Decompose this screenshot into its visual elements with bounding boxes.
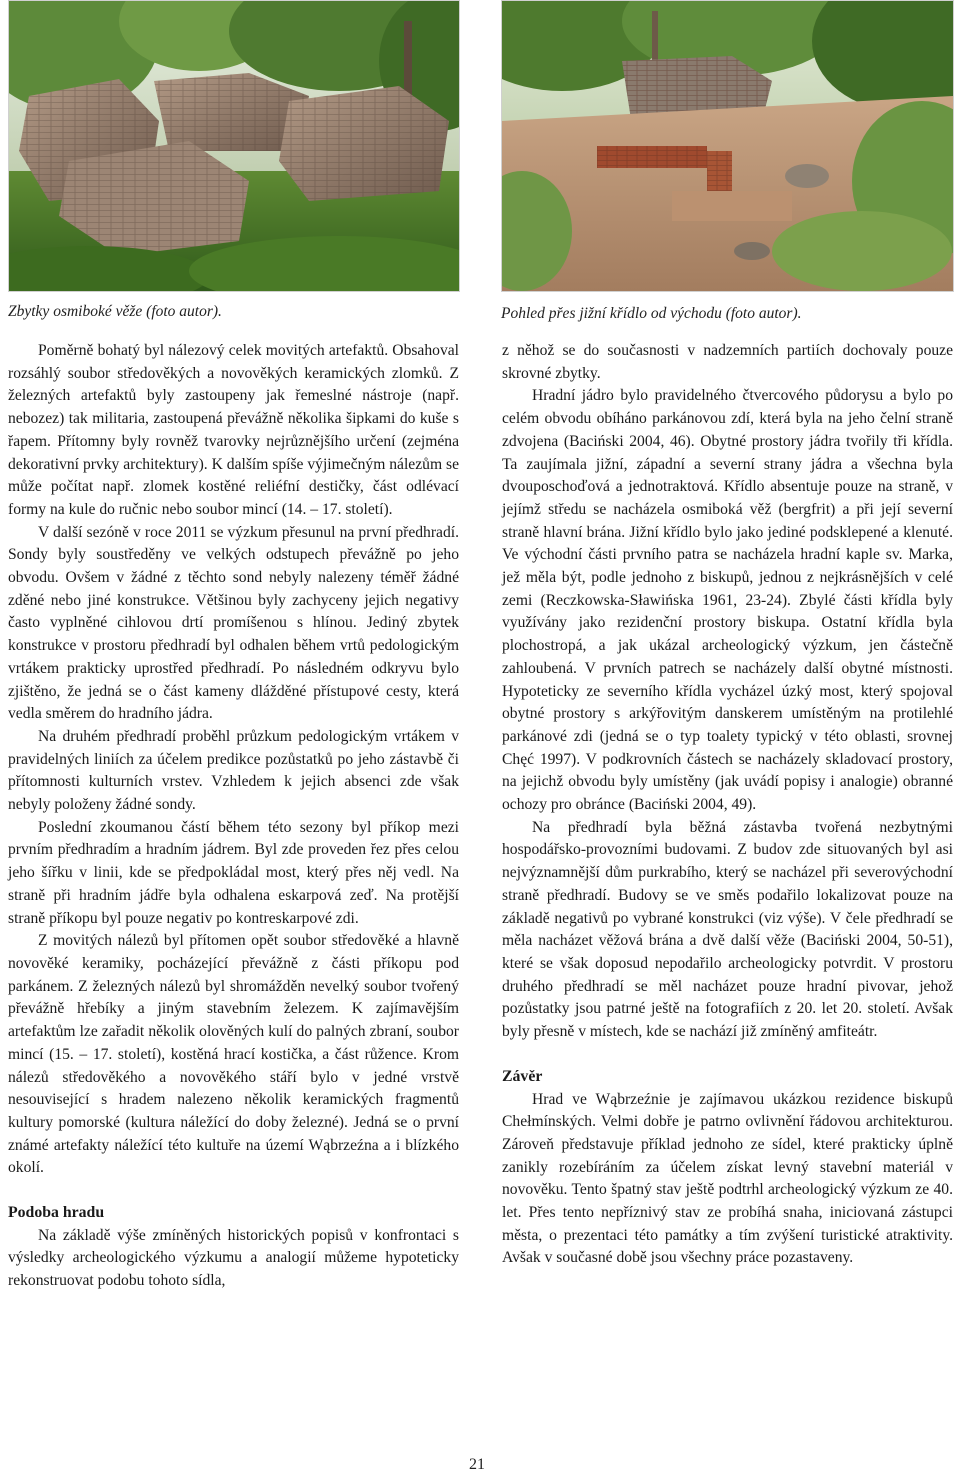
paragraph: Hrad ve Wąbrzeźnie je zajímavou ukázkou rezidence biskupů Chełmínských. Velmi dobře je patrno ovlivnění řádovou architekturou. Zároveň představuje příklad jednoho ze sídel, které prakticky úplně zanikly rozebíráním za účelem získat levný stavební materiál v novověku. Tento špatný stav ještě podtrhl archeologický výzkum ze 40. let. Přes tento nepříznivý stav ze probíhá snaha, iniciovaná zástupci města, o prezentaci této památky a tím zvýšení turistické atraktivity. Avšak v současné době jsou všechny práce pozastaveny. (502, 1090, 953, 1267)
paragraph: Na druhém předhradí proběhl průzkum pedologickým vrtákem v pravidelných liniích za účelem predikce pozůstatků po jeho zástavbě či přítomnosti kulturních vrstev. Vzhledem k jejich absenci zde však nebyly položeny žádné sondy. (8, 727, 459, 814)
section-heading-zaver: Závěr (502, 1067, 543, 1085)
paragraph: Z movitých nálezů byl přítomen opět soubor středověké a hlavně novověké keramiky, pocházející převážně z části příkopu pod parkánem. Z železných nálezů byl shromážděn nevelký soubor tvořený převážně hřebíky a jiným stavebním železem. K zajímavějším artefaktům lze zařadit několik olověných kulí do palných zbraní, soubor mincí (15. – 17. století), kostěná hrací kostička, a část růžence. Krom nálezů středověkého a novověkého stáří bylo v jedné vrstvě nesouvisející s hradem nalezeno několik keramických fragmentů kultury pomorské (kultura náležící do doby železné). Jedná se o první známé artefakty náležící této kultuře na území Wąbrzeźna a i blízkého okolí. (8, 932, 459, 1177)
photo-tower-ruins (8, 0, 460, 292)
paragraph: V další sezóně v roce 2011 se výzkum přesunul na první předhradí. Sondy byly soustředěny ve velkých odstupech převážně po jeho obvodu. Ovšem v žádné z těchto sond nebyly nalezeny téměř žádné zděné nebo jiné konstrukce. Většinou byly zachyceny jejich negativy často vyplněné cihlovou drtí promíšenou s hlínou. Jediný zbytek konstrukce v prostoru předhradí byl odhalen během vrtů pedologickým vrtákem prakticky uprostřed předhradí. Po následném odkryvu bylo zjištěno, že jedná se o část kameny dlážděné přístupové cesty, která vedla směrem do hradního jádra. (8, 523, 459, 723)
section-heading-podoba-hradu: Podoba hradu (8, 1204, 105, 1222)
paragraph: Poměrně bohatý byl nálezový celek movitých artefaktů. Obsahoval rozsáhlý soubor středověkých a novověkých keramických zlomků. Z železných artefaktů byly zastoupeny jak řemeslné nástroje (např. nebozez) tak militaria, zastoupená převážně několika šipkami do kuše s řapem. Přítomny byly rovněž tvarovky nejrůznějšího určení (zejména dekorativní prvky architektury). K dalším spíše výjimečným nálezům se může počítat např. zlomek kostěné reliéfní destičky, část odlévací formy na kule do ručnic nebo soubor mincí (14. – 17. století). (8, 342, 459, 518)
paragraph: Hradní jádro bylo pravidelného čtvercového půdorysu a bylo po celém obvodu obíháno parkánovou zdí, která byla na jeho čelní straně zdvojena (Baciński 2004, 46). Obytné prostory jádra tvořily tři křídla. Ta zaujímala jižní, západní a severní strany jádra a všechna byla dvouposchoďová a jednotraktová. Křídlo absentuje pouze na straně, v jejímž středu se nacházela osmiboká věž (bergfrit) a při její severní straně hlavní brána. Jižní křídlo bylo jako jediné podsklepené a klenuté. Ve východní části prvního patra se nacházela hradní kaple sv. Marka, jež měla být, podle jednoho z biskupů, jednou z nejkrásnějších v celé zemi (Reczkowska-Sławińska 1961, 23-24). Zbylé části křídla byly využívány jako rezidenční prostory biskupa. Ostatní křídla byla plochostropá, a jak ukázal archeologický výzkum, jen částečně zahloubená. V prvních patrech se nacházely další obytné místnosti. Hypoteticky ze severního křídla vycházel úzký most, který spojoval obytné prostory s arkýřovitým danskerem umístěným na protilehlé parkánové zdi (jedná se o typ toalety typický v této oblasti, srovnej Chęć 1997). V podkrovních částech se nacházely skladovací prostory, na jejichž obvodu byly umístěny (jak uvádí popisy i analogie) obranné ochozy pro obránce (Baciński 2004, 49). (502, 387, 953, 814)
paragraph: Na předhradí byla běžná zástavba tvořená nezbytnými hospodářsko-provozními budovami. Z budov zde situovaných byl asi nejvýznamnější dům purkrabího, který se nacházel při severovýchodní straně předhradí. Budovy se ve směs podařilo lokalizovat pouze na základě negativů po vybrané konstrukci (viz výše). V čele předhradí se měla nacházet věžová brána a dvě další věže (Baciński 2004, 50-51), které se však doposud nepodařilo archeologicky potvrdit. V prostoru druhého předhradí se měl nacházet pouze hradní pivovar, jehož pozůstatky jsou patrné ještě na fotografiích z 20. let 20. století. Avšak byly přesně v místech, kde se nachází již zmíněný amfiteátr. (502, 818, 953, 1041)
tower-ruins-illustration (9, 1, 459, 291)
excavation-illustration (502, 1, 953, 291)
paragraph: Na základě výše zmíněných historických popisů v konfrontaci s výsledky archeologického výzkumu a analogií můžeme hypoteticky rekonstruovat podobu tohoto sídla, (8, 1226, 459, 1290)
paragraph: Poslední zkoumanou částí během této sezony byl příkop mezi prvním předhradím a hradním jádrem. Byl zde proveden řez přes celou jeho šířku v linii, kde se předpokládal most, který přes něj vedl. Na straně při hradním jádře byla odhalena eskarpová zeď. Na protější straně příkopu byl pouze negativ po kontreskarpové zdi. (8, 818, 459, 927)
figure-caption-right: Pohled přes jižní křídlo od východu (foto autor). (501, 305, 802, 322)
figure-caption-left: Zbytky osmiboké věže (foto autor). (8, 303, 222, 320)
photo-excavation-south-wing (501, 0, 954, 292)
right-text-column (502, 340, 953, 1270)
paragraph-continuation: z něhož se do současnosti v nadzemních partiích dochovaly pouze skrovné zbytky. (502, 342, 953, 382)
page-number: 21 (469, 1456, 485, 1473)
left-text-column (8, 340, 459, 1293)
